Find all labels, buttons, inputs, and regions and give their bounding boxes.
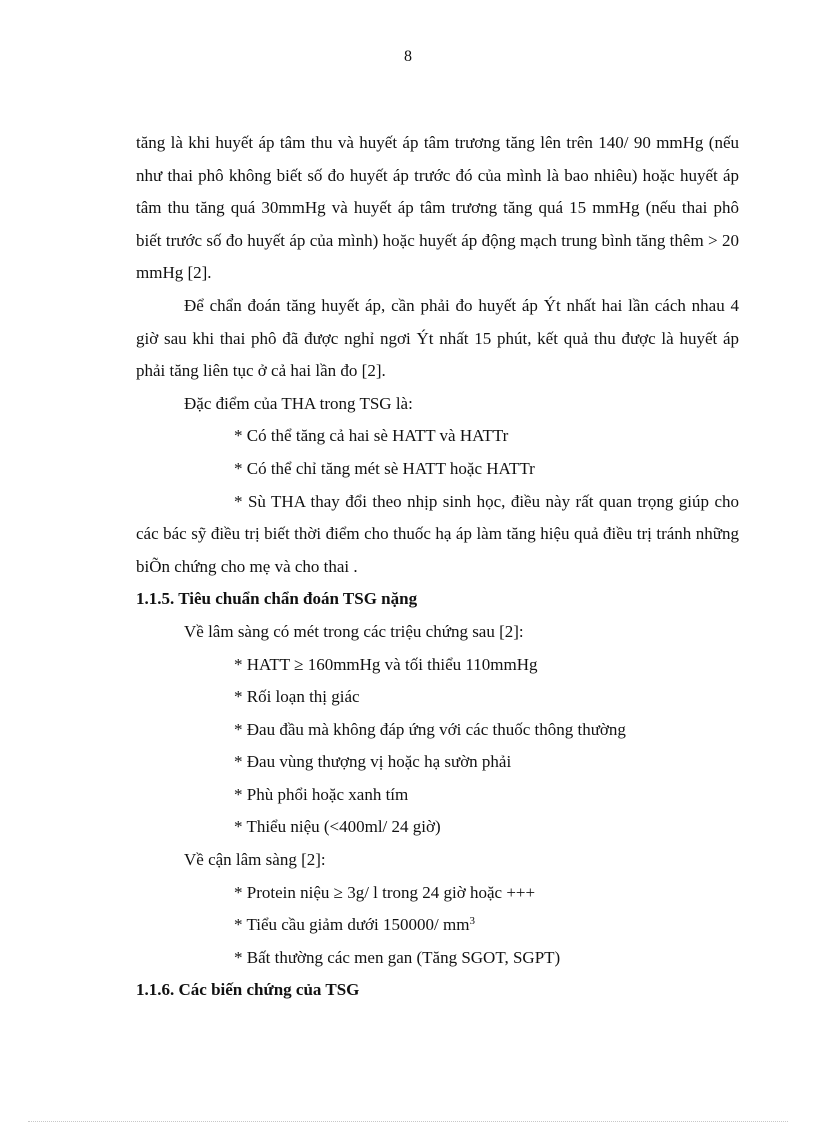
list-item: * Protein niệu ≥ 3g/ l trong 24 giờ hoặc +++ (234, 882, 536, 902)
list-item: * HATT ≥ 160mmHg và tối thiểu 110mmHg (234, 654, 538, 674)
superscript-exponent: 3 (469, 915, 475, 928)
list-item: * Đau đầu mà không đáp ứng với các thuốc thông thường (234, 719, 626, 739)
clinical-criteria-lead: Về lâm sàng có mét trong các triệu chứng sau [2]: (184, 621, 524, 641)
section-heading-1-1-6: 1.1.6. Các biến chứng của TSG (136, 980, 360, 1000)
paragraph-hypertension-definition: tăng là khi huyết áp tâm thu và huyết áp tâm trương tăng lên trên 140/ 90 mmHg (nếu như thai phô không biết số đo huyết áp trước đó của mình là bao nhiêu) hoặc huyết áp tâm thu tăng quá 30mmHg và huyết áp tâm trương tăng quá 15 mmHg (nếu thai phô biết trước số đo huyết áp của mình) hoặc huyết áp động mạch trung bình tăng thêm > 20 mmHg [2]. (136, 133, 739, 283)
document-body (136, 127, 739, 1007)
lab-criteria-list (136, 877, 739, 975)
list-item: * Có thể tăng cả hai sè HATT và HATTr (234, 426, 509, 446)
list-item-text: * Tiểu cầu giảm dưới 150000/ mm (234, 915, 470, 935)
paragraph-measurement-method: Để chẩn đoán tăng huyết áp, cần phải đo huyết áp Ýt nhất hai lần cách nhau 4 giờ sau khi thai phô đã được nghỉ ngơi Ýt nhất 15 phút, kết quả thu được là huyết áp phải tăng liên tục ở cả hai lần đo [2]. (136, 295, 739, 381)
list-item (136, 909, 739, 942)
list-item: * Phù phổi hoặc xanh tím (234, 784, 409, 804)
list-item: * Thiểu niệu (<400ml/ 24 giờ) (234, 817, 441, 837)
list-item: * Bất thường các men gan (Tăng SGOT, SGPT) (234, 947, 561, 967)
section-heading-1-1-5: 1.1.5. Tiêu chuẩn chẩn đoán TSG nặng (136, 589, 418, 609)
list-item: * Sù THA thay đổi theo nhịp sinh học, điều này rất quan trọng giúp cho các bác sỹ điều trị biết thời điểm cho thuốc hạ áp làm tăng hiệu quả điều trị tránh những biÕn chứng cho mẹ và cho thai . (136, 491, 739, 576)
list-item: * Đau vùng thượng vị hoặc hạ sườn phải (234, 752, 512, 772)
list-item: * Rối loạn thị giác (234, 687, 360, 707)
paragraph-tha-features-lead: Đặc điểm của THA trong TSG là: (184, 393, 413, 413)
page-bottom-divider (28, 1121, 788, 1122)
tha-features-list (136, 420, 739, 583)
lab-criteria-lead: Về cận lâm sàng [2]: (184, 850, 326, 870)
list-item: * Có thể chỉ tăng mét sè HATT hoặc HATTr (234, 458, 535, 478)
clinical-criteria-list (136, 649, 739, 845)
page-number: 8 (404, 48, 412, 65)
